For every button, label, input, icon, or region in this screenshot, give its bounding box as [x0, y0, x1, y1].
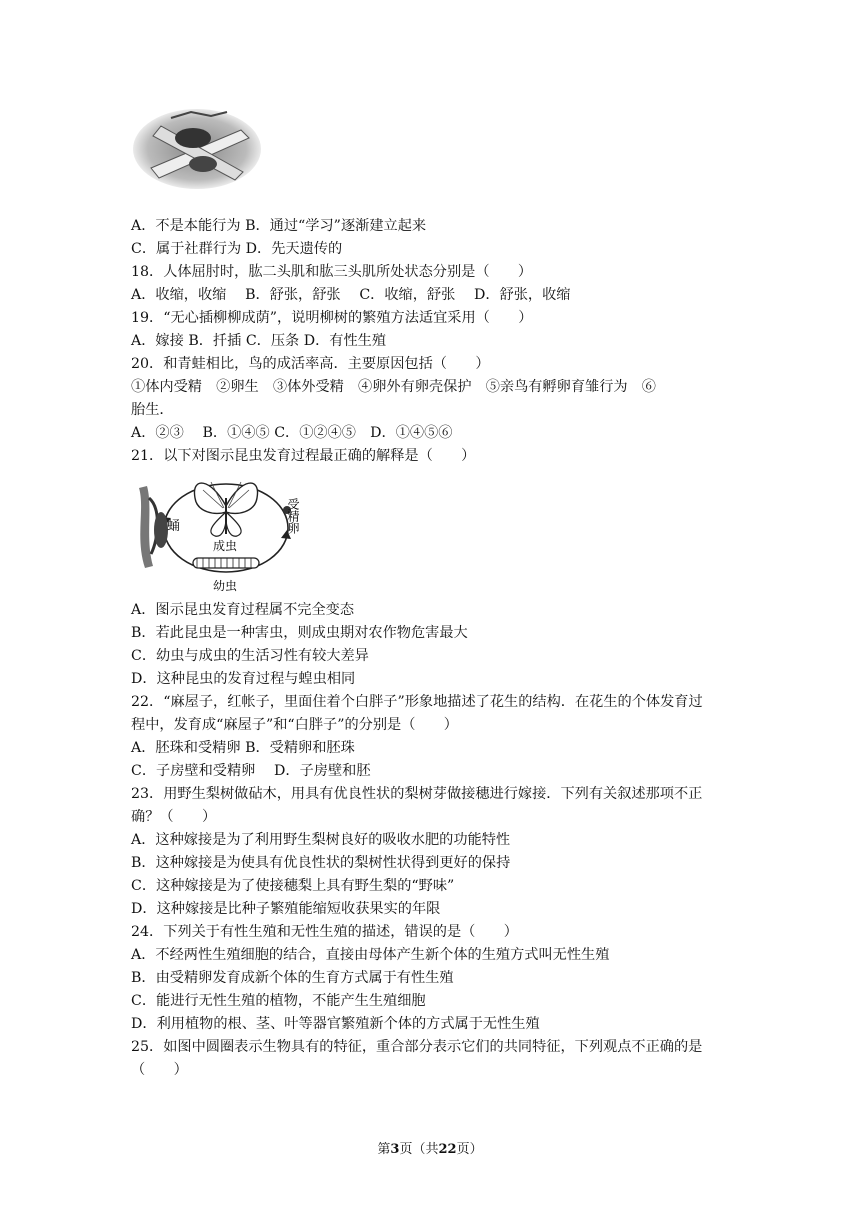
q20-items-2: 胎生． — [131, 402, 174, 418]
q23-option-d: D．这种嫁接是比种子繁殖能缩短收获果实的年限 — [131, 901, 441, 917]
q21-option-c: C．幼虫与成虫的生活习性有较大差异 — [131, 648, 369, 664]
q17-options-1: A．不是本能行为 B．通过“学习”逐渐建立起来 — [131, 218, 427, 234]
q24-stem: 24．下列关于有性生殖和无性生殖的描述，错误的是（ ） — [131, 924, 518, 940]
q23-stem-2: 确？（ ） — [131, 809, 217, 825]
q22-stem-2: 程中，发育成“麻屋子”和“白胖子”的分别是（ ） — [131, 717, 458, 733]
q19-stem: 19．“无心插柳柳成荫”，说明柳树的繁殖方法适宜采用（ ） — [131, 310, 533, 326]
q22-options-1: A．胚珠和受精卵 B．受精卵和胚珠 — [131, 740, 355, 756]
q18-options: A．收缩，收缩 B．舒张，舒张 C．收缩，舒张 D．舒张，收缩 — [131, 287, 571, 303]
q24-option-b: B．由受精卵发育成新个体的生育方式属于有性生殖 — [131, 970, 454, 986]
egg-label: 受精卵 — [286, 498, 300, 534]
footer-page-number: 3 — [390, 1142, 400, 1157]
q19-options: A．嫁接 B．扦插 C．压条 D．有性生殖 — [131, 333, 387, 349]
q23-option-b: B．这种嫁接是为使具有优良性状的梨树性状得到更好的保持 — [131, 855, 511, 871]
q24-option-c: C．能进行无性生殖的植物，不能产生生殖细胞 — [131, 993, 426, 1009]
q25-stem-1: 25．如图中圆圈表示生物具有的特征，重合部分表示它们的共同特征，下列观点不正确的是 — [131, 1039, 703, 1055]
q21-option-a: A．图示昆虫发育过程属不完全变态 — [131, 602, 355, 618]
q23-option-c: C．这种嫁接是为了使接穗梨上具有野生梨的“野味” — [131, 878, 455, 894]
q20-stem: 20．和青蛙相比，鸟的成活率高．主要原因包括（ ） — [131, 356, 490, 372]
q23-stem-1: 23．用野生梨树做砧木，用具有优良性状的梨树芽做接穗进行嫁接．下列有关叙述那项不正 — [131, 786, 703, 802]
q22-options-2: C．子房壁和受精卵 D．子房壁和胚 — [131, 763, 371, 779]
q17-options-2: C．属于社群行为 D．先天遗传的 — [131, 241, 343, 257]
pupa-label: 蛹 — [167, 519, 181, 534]
insect-life-cycle-figure — [131, 468, 311, 596]
q24-option-d: D．利用植物的根、茎、叶等器官繁殖新个体的方式属于无性生殖 — [131, 1016, 540, 1032]
page-footer — [0, 1138, 860, 1157]
animal-behavior-figure — [131, 108, 263, 190]
footer-prefix: 第 — [377, 1142, 391, 1157]
footer-middle: 页（共 — [399, 1142, 439, 1157]
q25-stem-2: （ ） — [131, 1062, 188, 1078]
q24-option-a: A．不经两性生殖细胞的结合，直接由母体产生新个体的生殖方式叫无性生殖 — [131, 947, 610, 963]
q21-option-d: D．这种昆虫的发育过程与蝗虫相同 — [131, 671, 356, 687]
q18-stem: 18．人体屈肘时，肱二头肌和肱三头肌所处状态分别是（ ） — [131, 264, 533, 280]
larva-label: 幼虫 — [213, 579, 238, 593]
footer-total-pages: 22 — [438, 1142, 457, 1157]
footer-suffix: 页） — [456, 1142, 483, 1157]
q21-stem: 21．以下对图示昆虫发育过程最正确的解释是（ ） — [131, 448, 476, 464]
q20-items-1: ①体内受精 ②卵生 ③体外受精 ④卵外有卵壳保护 ⑤亲鸟有孵卵育雏行为 ⑥ — [131, 379, 656, 395]
q20-options: A．②③ B．①④⑤ C．①②④⑤ D．①④⑤⑥ — [131, 425, 453, 441]
q22-stem-1: 22．“麻屋子，红帐子，里面住着个白胖子”形象地描述了花生的结构．在花生的个体发育过 — [131, 694, 703, 710]
adult-label: 成虫 — [213, 539, 238, 553]
q23-option-a: A．这种嫁接是为了利用野生梨树良好的吸收水肥的功能特性 — [131, 832, 511, 848]
q21-option-b: B．若此昆虫是一种害虫，则成虫期对农作物危害最大 — [131, 625, 468, 641]
